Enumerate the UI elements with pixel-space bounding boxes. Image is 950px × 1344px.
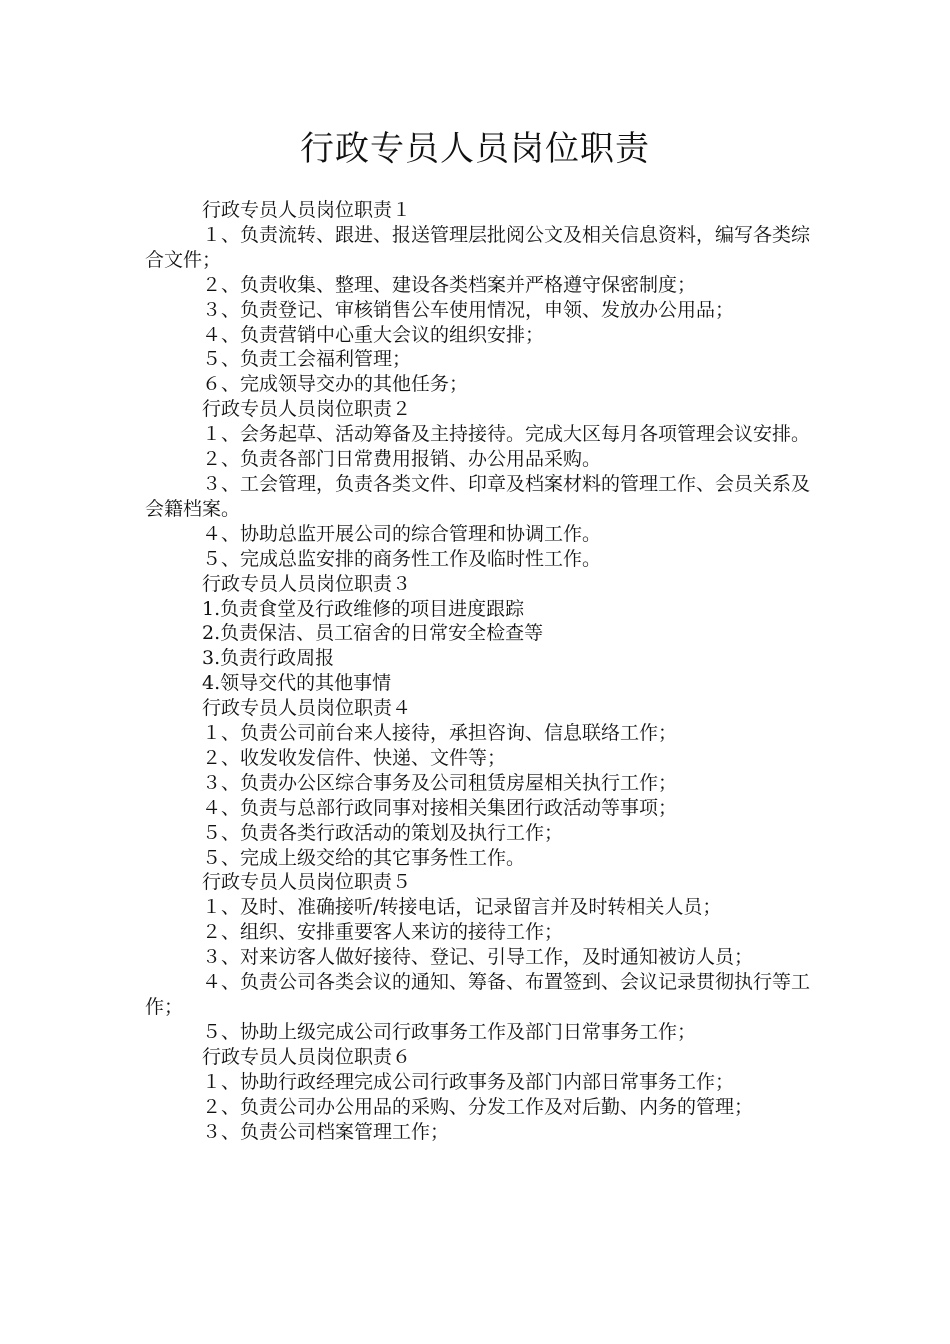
list-item: ３、对来访客人做好接待、登记、引导工作，及时通知被访人员； bbox=[202, 946, 754, 969]
list-item: ４、负责公司各类会议的通知、筹备、布置签到、会议记录贯彻执行等工作； bbox=[145, 971, 811, 1018]
list-item: ６、完成领导交办的其他任务； bbox=[202, 373, 469, 396]
section-heading: 行政专员人员岗位职责５ bbox=[202, 871, 412, 894]
list-item: ４、负责营销中心重大会议的组织安排； bbox=[202, 323, 545, 346]
list-item: 3.负责行政周报 bbox=[202, 647, 335, 670]
section-heading: 行政专员人员岗位职责６ bbox=[202, 1045, 412, 1068]
list-item: ５、负责各类行政活动的策划及执行工作； bbox=[202, 821, 564, 844]
document-body bbox=[145, 198, 810, 1144]
list-item: ３、负责办公区综合事务及公司租赁房屋相关执行工作； bbox=[202, 771, 678, 794]
section-heading: 行政专员人员岗位职责４ bbox=[202, 697, 412, 720]
list-item: ２、负责公司办公用品的采购、分发工作及对后勤、内务的管理； bbox=[202, 1095, 754, 1118]
list-item: ４、负责与总部行政同事对接相关集团行政活动等事项； bbox=[202, 796, 678, 819]
section-heading: 行政专员人员岗位职责１ bbox=[202, 199, 412, 221]
list-item: ２、收发收发信件、快递、文件等； bbox=[202, 746, 507, 769]
list-item: 1.负责食堂及行政维修的项目进度跟踪 bbox=[202, 597, 525, 620]
list-item: 4.领导交代的其他事情 bbox=[202, 672, 392, 695]
list-item: ３、工会管理，负责各类文件、印章及档案材料的管理工作、会员关系及会籍档案。 bbox=[145, 472, 811, 520]
list-item: ５、协助上级完成公司行政事务工作及部门日常事务工作； bbox=[202, 1020, 697, 1043]
list-item: ２、负责收集、整理、建设各类档案并严格遵守保密制度； bbox=[202, 273, 697, 296]
list-item: １、负责公司前台来人接待，承担咨询、信息联络工作； bbox=[202, 722, 678, 745]
list-item: ５、负责工会福利管理； bbox=[202, 348, 412, 371]
list-item: １、负责流转、跟进、报送管理层批阅公文及相关信息资料，编写各类综合文件； bbox=[145, 223, 811, 271]
list-item: １、及时、准确接听/转接电话，记录留言并及时转相关人员； bbox=[202, 896, 722, 919]
list-item: ４、协助总监开展公司的综合管理和协调工作。 bbox=[202, 522, 602, 545]
list-item: ２、组织、安排重要客人来访的接待工作； bbox=[202, 921, 564, 944]
list-item: １、协助行政经理完成公司行政事务及部门内部日常事务工作； bbox=[202, 1070, 735, 1093]
list-item: １、会务起草、活动筹备及主持接待。完成大区每月各项管理会议安排。 bbox=[202, 423, 811, 446]
list-item: ３、负责公司档案管理工作； bbox=[202, 1120, 450, 1143]
list-item: ３、负责登记、审核销售公车使用情况，申领、发放办公用品； bbox=[202, 298, 735, 321]
list-item: ５、完成上级交给的其它事务性工作。 bbox=[202, 846, 526, 869]
list-item: 2.负责保洁、员工宿舍的日常安全检查等 bbox=[202, 622, 544, 645]
section-heading: 行政专员人员岗位职责３ bbox=[202, 572, 412, 595]
section-heading: 行政专员人员岗位职责２ bbox=[202, 398, 412, 421]
list-item: ５、完成总监安排的商务性工作及临时性工作。 bbox=[202, 547, 602, 570]
list-item: ２、负责各部门日常费用报销、办公用品采购。 bbox=[202, 448, 602, 471]
document-title: 行政专员人员岗位职责 bbox=[300, 129, 650, 169]
